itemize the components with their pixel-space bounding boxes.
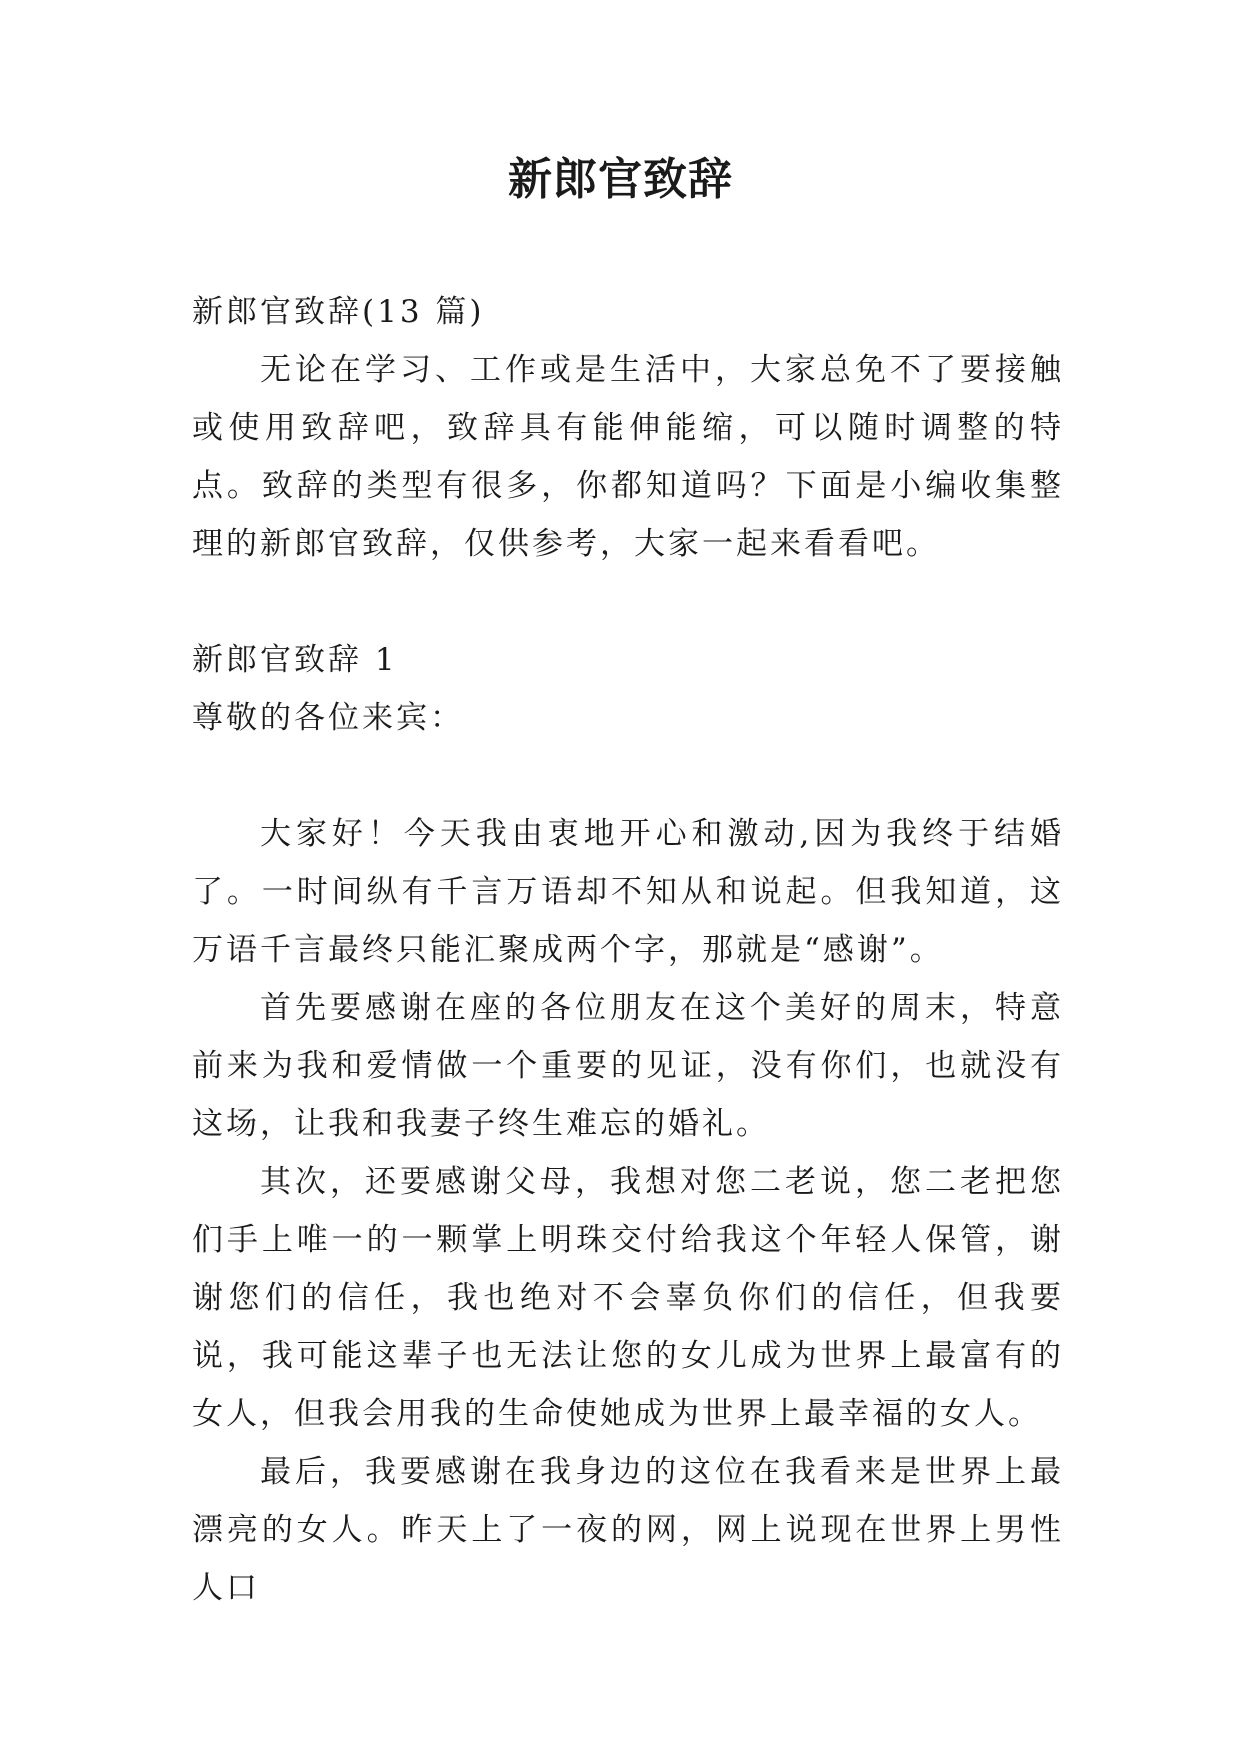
page-title: 新郎官致辞: [508, 154, 733, 205]
body-paragraph: 最后，我要感谢在我身边的这位在我看来是世界上最漂亮的女人。昨天上了一夜的网，网上说现在世界上男性人口: [192, 1454, 1064, 1606]
salutation: 尊敬的各位来宾：: [192, 700, 464, 736]
intro-paragraph: 无论在学习、工作或是生活中，大家总免不了要接触或使用致辞吧，致辞具有能伸能缩，可以随时调整的特点。致辞的类型有很多，你都知道吗？下面是小编收集整理的新郎官致辞，仅供参考，大家一起来看看吧。: [192, 352, 1064, 562]
section-heading: 新郎官致辞 1: [192, 642, 398, 678]
body-paragraph: 首先要感谢在座的各位朋友在这个美好的周末，特意前来为我和爱情做一个重要的见证，没有你们，也就没有这场，让我和我妻子终生难忘的婚礼。: [192, 990, 1064, 1142]
body-paragraph: 其次，还要感谢父母，我想对您二老说，您二老把您们手上唯一的一颗掌上明珠交付给我这个年轻人保管，谢谢您们的信任，我也绝对不会辜负你们的信任，但我要说，我可能这辈子也无法让您的女儿成为世界上最富有的女人，但我会用我的生命使她成为世界上最幸福的女人。: [192, 1164, 1064, 1432]
document-subtitle: 新郎官致辞(13 篇): [192, 294, 485, 330]
document-body: [192, 283, 1064, 1617]
body-paragraph: 大家好！今天我由衷地开心和激动,因为我终于结婚了。一时间纵有千言万语却不知从和说起。但我知道，这万语千言最终只能汇聚成两个字，那就是“感谢”。: [192, 816, 1064, 968]
